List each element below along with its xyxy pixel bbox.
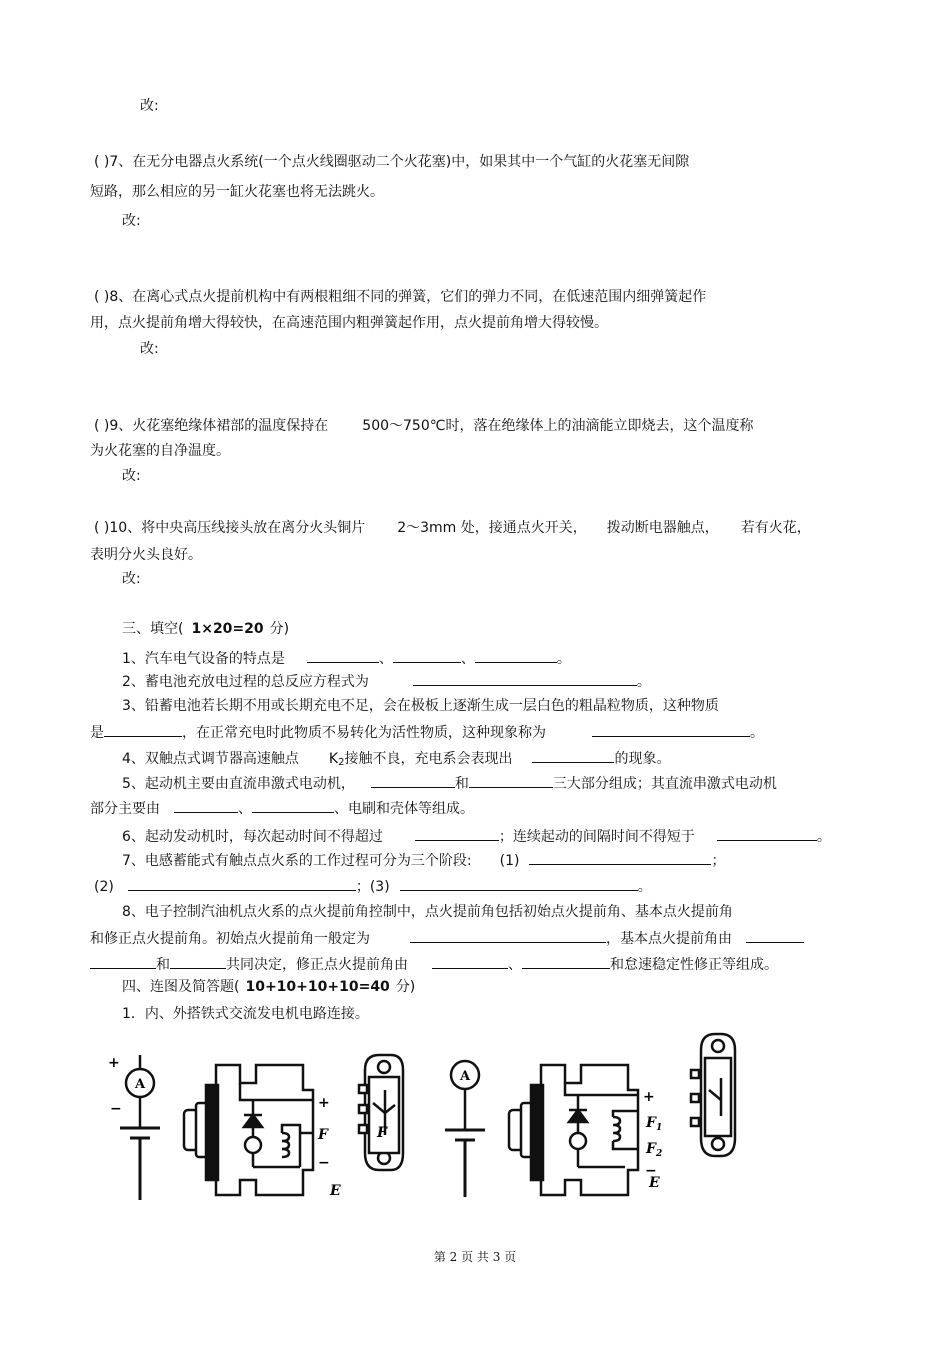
plus-label: + <box>108 1055 120 1071</box>
separator: 、 <box>460 651 475 667</box>
blank[interactable] <box>174 798 238 813</box>
section-3-title: 三、填空( <box>122 621 184 637</box>
fill-5-text-a: 5、起动机主要由直流串激式电动机， <box>122 776 355 792</box>
blank[interactable] <box>371 773 455 788</box>
question-7-line-2: 短路，那么相应的另一缸火花塞也将无法跳火。 <box>90 184 384 200</box>
fill-5-text-b: 三大部分组成；其直流串激式电动机 <box>552 776 777 792</box>
fill-question-8-line-3 <box>90 954 778 975</box>
fill-question-3-line-1: 3、铅蓄电池若长期不用或长期充电不足，会在极板上逐渐生成一层白色的粗晶粒物质，这种物质 <box>122 698 719 714</box>
regulator-terminal <box>691 1094 699 1102</box>
ammeter-label: A <box>460 1069 471 1084</box>
terminal-plus: + <box>318 1095 330 1111</box>
blank[interactable] <box>746 928 804 943</box>
stage-1-label: (1) <box>499 853 520 869</box>
regulator-terminal <box>359 1125 367 1133</box>
blank[interactable] <box>393 648 461 663</box>
fill-7-text-a: 7、电感蓄能式有触点点火系的工作过程可分为三个阶段: <box>122 853 472 869</box>
regulator-terminal <box>359 1085 367 1093</box>
blank[interactable] <box>400 876 638 891</box>
terminal-minus: − <box>318 1155 330 1171</box>
fill-8-text-b: 和修正点火提前角。初始点火提前角一般定为 <box>90 931 370 947</box>
stator-winding <box>570 1133 586 1149</box>
regulator-f-label: F <box>377 1125 387 1141</box>
terminal-f2: $F_2$ <box>646 1141 663 1159</box>
stator-winding <box>245 1137 261 1153</box>
regulator-left <box>355 1045 415 1185</box>
blank[interactable] <box>128 876 356 891</box>
alternator-housing <box>541 1065 638 1195</box>
fill-5-and: 和 <box>454 776 469 792</box>
correction-label: 改: <box>140 341 159 357</box>
blank[interactable] <box>170 954 226 969</box>
question-10-text-d: 若有火花， <box>740 520 811 536</box>
fill-question-7-line-1 <box>122 850 725 871</box>
terminal-e: E <box>649 1175 660 1191</box>
field-coil <box>613 1117 620 1141</box>
fill-3-text-a: 是 <box>90 725 104 741</box>
fill-8-and: 和 <box>156 957 170 973</box>
semicolon: ； <box>355 879 370 895</box>
blank[interactable] <box>90 954 156 969</box>
blank[interactable] <box>469 773 553 788</box>
question-10-line-2: 表明分火头良好。 <box>90 547 202 563</box>
fill-question-8-line-2 <box>90 928 804 949</box>
question-7-line-1: ( )7、在无分电器点火系统(一个点火线圈驱动二个火花塞)中，如果其中一个气缸的火花塞无间隙 <box>94 154 690 170</box>
terminal-plus: + <box>643 1089 655 1105</box>
period: 。 <box>637 879 652 895</box>
fill-question-5-line-2 <box>90 798 474 819</box>
regulator-terminal <box>691 1118 699 1126</box>
question-10-line-1 <box>94 518 811 538</box>
blank[interactable] <box>475 648 557 663</box>
regulator-terminal <box>359 1105 367 1113</box>
alternator-housing <box>216 1065 313 1195</box>
diode <box>244 1115 262 1127</box>
fill-question-8-line-1: 8、电子控制汽油机点火系的点火提前角控制中，点火提前角包括初始点火提前角、基本点火提前角 <box>122 904 733 920</box>
separator: 、 <box>238 801 252 817</box>
fill-2-text: 2、蓄电池充放电过程的总反应方程式为 <box>122 674 369 690</box>
fill-5-text-c: 部分主要由 <box>90 801 160 817</box>
fill-8-text-c: ，基本点火提前角由 <box>606 931 732 947</box>
contact-k-symbol: K <box>328 751 339 767</box>
terminal-f: F <box>318 1127 328 1143</box>
blank[interactable] <box>529 850 711 865</box>
section-4-title: 四、连图及简答题( <box>122 979 240 995</box>
regulator-right <box>685 1028 745 1168</box>
stage-3-label: (3) <box>369 879 390 895</box>
fill-question-3-line-2 <box>90 722 764 743</box>
correction-label: 改: <box>122 213 141 229</box>
diode <box>569 1110 587 1122</box>
fill-8-text-d3: 和怠速稳定性修正等组成。 <box>610 957 778 973</box>
fill-question-1 <box>122 648 571 669</box>
fill-5-text-d: 、电刷和壳体等组成。 <box>334 801 474 817</box>
blank[interactable] <box>532 748 614 763</box>
circuit-diagram-right <box>425 1055 515 1205</box>
stage-2-label: (2) <box>94 879 114 895</box>
correction-label: 改: <box>140 98 159 114</box>
fill-4-text-c: 的现象。 <box>614 751 671 767</box>
blank[interactable] <box>410 928 606 943</box>
question-10-text-b: 2～3mm 处，接通点火开关， <box>397 520 587 536</box>
fill-question-2 <box>122 671 651 692</box>
fill-4-text-b: 接触不良，充电系会表现出 <box>344 751 513 767</box>
blank[interactable] <box>432 954 508 969</box>
period: 。 <box>816 829 831 845</box>
field-coil <box>282 1133 289 1157</box>
blank[interactable] <box>307 648 379 663</box>
fill-8-text-d2: 共同决定，修正点火提前角由 <box>226 957 408 973</box>
alternator-left <box>178 1055 348 1205</box>
blank[interactable] <box>413 671 637 686</box>
ammeter-label: A <box>135 1077 146 1092</box>
fill-question-5-line-1 <box>122 773 777 794</box>
section-4-heading <box>122 977 415 997</box>
regulator-terminal <box>691 1070 699 1078</box>
blank[interactable] <box>252 798 334 813</box>
fill-4-text-a: 4、双触点式调节器高速触点 <box>122 751 299 767</box>
separator: 、 <box>508 957 522 973</box>
question-10-text-c: 拨动断电器触点， <box>606 520 719 536</box>
section-4-score: 10+10+10+10=40 <box>245 979 390 995</box>
question-9-text-b: 500～750℃时，落在绝缘体上的油滴能立即烧去，这个温度称 <box>362 418 754 434</box>
separator: 、 <box>378 651 393 667</box>
section-4-unit: 分) <box>395 979 416 995</box>
blank[interactable] <box>104 722 182 737</box>
question-9-line-2: 为火花塞的自净温度。 <box>90 443 230 459</box>
circuit-diagram-left <box>100 1055 190 1205</box>
terminal-f1: $F_1$ <box>646 1115 663 1133</box>
terminal-e: E <box>330 1183 341 1199</box>
minus-label: − <box>110 1101 122 1117</box>
correction-label: 改: <box>122 571 141 587</box>
question-10-text-a: ( )10、将中央高压线接头放在离分火头铜片 <box>94 520 366 536</box>
page-number: 第 2 页 共 3 页 <box>433 1250 517 1264</box>
section-4-question-1: 1．内、外搭铁式交流发电机电路连接。 <box>122 1006 369 1022</box>
semicolon: ； <box>711 853 726 869</box>
question-8-line-1: ( )8、在离心式点火提前机构中有两根粗细不同的弹簧，它们的弹力不同，在低速范围内细弹簧起作 <box>94 289 707 305</box>
fill-question-4 <box>122 748 670 773</box>
section-3-score: 1×20=20 <box>191 621 264 637</box>
period: 。 <box>636 674 651 690</box>
section-3-heading <box>122 619 289 639</box>
fill-question-7-line-2 <box>94 876 652 897</box>
blank[interactable] <box>717 826 817 841</box>
fill-question-6 <box>122 826 831 847</box>
blank[interactable] <box>592 722 750 737</box>
period: 。 <box>750 725 764 741</box>
fill-6-text-b: ；连续起动的间隔时间不得短于 <box>498 829 695 845</box>
contact-k-subscript: 2 <box>338 757 345 768</box>
question-9-text-a: ( )9、火花塞绝缘体裙部的温度保持在 <box>94 418 329 434</box>
blank[interactable] <box>415 826 499 841</box>
section-3-unit: 分) <box>269 621 290 637</box>
fill-1-text: 1、汽车电气设备的特点是 <box>122 651 285 667</box>
fill-6-text-a: 6、起动发动机时，每次起动时间不得超过 <box>122 829 383 845</box>
blank[interactable] <box>522 954 610 969</box>
question-8-line-2: 用，点火提前角增大得较快，在高速范围内粗弹簧起作用，点火提前角增大得较慢。 <box>90 315 608 331</box>
correction-label: 改: <box>122 468 141 484</box>
terminal-minus: − <box>645 1163 657 1179</box>
period: 。 <box>556 651 571 667</box>
fill-3-text-b: ，在正常充电时此物质不易转化为活性物质，这种现象称为 <box>182 725 546 741</box>
question-9-line-1 <box>94 416 753 436</box>
alternator-right <box>503 1055 673 1205</box>
